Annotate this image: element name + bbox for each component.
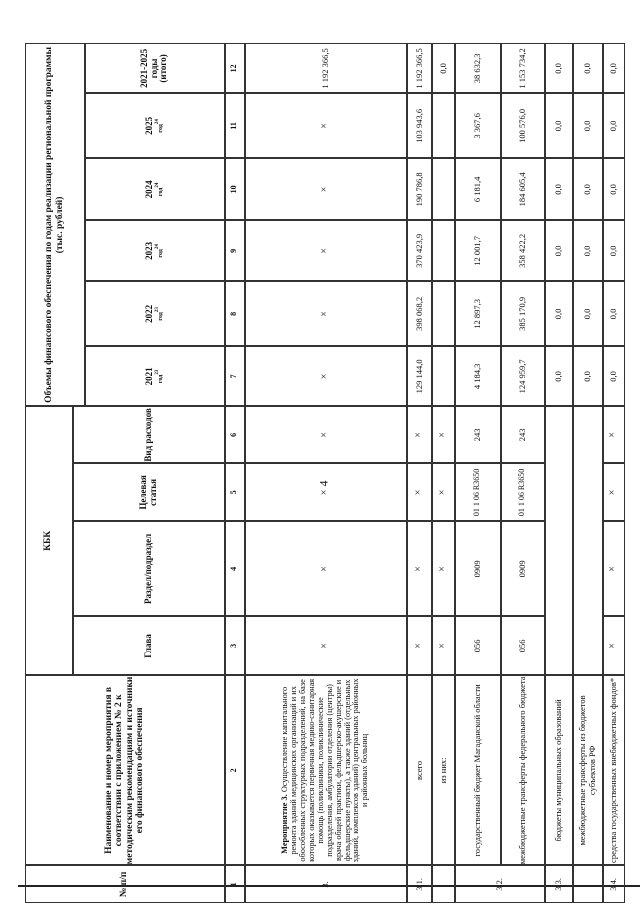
iz-y2021 xyxy=(432,346,455,406)
year-suffix: год xyxy=(157,187,164,197)
year-suffix: год xyxy=(157,374,164,384)
header-year-2021 xyxy=(85,346,225,406)
r31-y2021-text: 129 144,0 xyxy=(413,359,424,394)
r33-no-text: 3.3. xyxy=(553,878,564,891)
r31-y2021 xyxy=(407,346,432,406)
r32-total-a-text: 38 632,3 xyxy=(472,53,483,84)
r31-glava xyxy=(407,616,432,675)
r33-total-b-text: 0,0 xyxy=(582,63,593,74)
r33-kbk-b xyxy=(573,406,603,675)
index-2-text: 2 xyxy=(229,768,239,773)
r31-glava-text: × xyxy=(412,643,424,649)
r32-y2021-b xyxy=(501,346,545,406)
r31-vid-text: × xyxy=(412,432,424,438)
index-7-text: 7 xyxy=(229,374,239,379)
index-4 xyxy=(225,521,245,616)
r31-no xyxy=(407,865,432,903)
index-10-text: 10 xyxy=(229,185,239,194)
r32-y2024-b xyxy=(501,158,545,220)
header-volumes xyxy=(25,43,85,406)
header-glava-text: Глава xyxy=(142,634,153,658)
r33-total-a-text: 0,0 xyxy=(553,63,564,74)
index-1-text: 1 xyxy=(229,882,239,887)
m3-no-text: 3. xyxy=(320,881,331,888)
r34-y2024 xyxy=(603,158,625,220)
header-total xyxy=(85,43,225,93)
m3-glava-text: × xyxy=(319,643,331,649)
m3-y2025-text: × xyxy=(319,123,331,129)
iz-glava xyxy=(432,616,455,675)
r32-y2022-a xyxy=(455,281,501,346)
iz-glava-text: × xyxy=(436,643,448,649)
r32-razdel-b xyxy=(501,521,545,616)
r34-y2025-text: 0,0 xyxy=(608,120,619,132)
r33-y2024-a xyxy=(545,158,573,220)
year-suffix: год xyxy=(157,124,164,133)
r34-stat xyxy=(603,463,625,521)
r34-y2021-text: 0,0 xyxy=(608,371,619,382)
header-kbk-text: КБК xyxy=(43,530,54,551)
header-no xyxy=(25,865,225,903)
r32-name-b-text: межбюджетные трансферты федерального бюджета xyxy=(517,676,528,865)
r34-no-text: 3.4. xyxy=(608,878,619,891)
m3-y2023-text: × xyxy=(319,248,331,254)
index-6-text: 6 xyxy=(229,432,239,437)
r31-y2022-text: 398 068,2 xyxy=(413,296,424,331)
r34-glava xyxy=(603,616,625,675)
footnote-mark: 24 xyxy=(154,244,160,250)
index-8-text: 8 xyxy=(229,311,239,316)
header-name-text: Наименование и номер мероприятия в соответствии с приложением № 2 к методическим рекомендациям и источники его финансового обеспечения xyxy=(104,676,145,865)
index-5 xyxy=(225,463,245,521)
header-total-text: 2021-2025 годы (итого) xyxy=(139,48,169,88)
r32-total-b xyxy=(501,43,545,93)
r32-razdel-a xyxy=(455,521,501,616)
r32-stat-b xyxy=(501,463,545,521)
r34-y2023-text: 0,0 xyxy=(608,245,619,257)
r32-y2024-a xyxy=(455,158,501,220)
r33-y2023-a-text: 0,0 xyxy=(553,245,564,257)
r31-y2023 xyxy=(407,220,432,281)
header-vid-text: Вид расходов xyxy=(142,408,153,462)
iz-y2022 xyxy=(432,281,455,346)
footnote-mark: 24 xyxy=(154,182,160,188)
m3-y2021-text: × xyxy=(319,373,331,380)
header-year-2023 xyxy=(85,220,225,281)
r34-name xyxy=(603,675,625,865)
index-1 xyxy=(225,865,245,903)
r33-no xyxy=(545,865,573,903)
r33-y2025-b xyxy=(573,93,603,158)
r31-razdel-text: × xyxy=(412,566,424,572)
r31-razdel xyxy=(407,521,432,616)
r34-y2023 xyxy=(603,220,625,281)
m3-y2025 xyxy=(245,93,407,158)
index-4-text: 4 xyxy=(229,566,239,571)
m3-y2024 xyxy=(245,158,407,220)
r34-total xyxy=(603,43,625,93)
r32-vid-b xyxy=(501,406,545,463)
index-9-text: 9 xyxy=(229,248,239,253)
iz-vid xyxy=(432,406,455,463)
header-year-2022 xyxy=(85,281,225,346)
budget-table xyxy=(25,43,625,903)
r32-stat-a xyxy=(455,463,501,521)
iz-name-text: из них: xyxy=(437,757,448,784)
r31-y2025 xyxy=(407,93,432,158)
r34-no xyxy=(603,865,625,903)
index-3 xyxy=(225,616,245,675)
m3-y2021 xyxy=(245,346,407,406)
page-number: 4 xyxy=(316,480,331,487)
header-stat-text: Целевая статья xyxy=(137,475,158,510)
m3-no xyxy=(245,865,407,903)
r32-y2024-a-text: 6 181,4 xyxy=(472,176,483,203)
m3-name xyxy=(245,675,407,865)
r31-y2022 xyxy=(407,281,432,346)
r32-y2025-b xyxy=(501,93,545,158)
r32-name-a xyxy=(455,675,501,865)
r32-razdel-b-text: 0909 xyxy=(517,560,528,578)
r32-vid-a xyxy=(455,406,501,463)
r34-name-text: средства государственных внебюджетных фондов* xyxy=(608,677,619,863)
m3-razdel xyxy=(245,521,407,616)
r33-y2025-a-text: 0,0 xyxy=(553,120,564,132)
r32-stat-b-text: 01 1 06 R3650 xyxy=(517,468,527,517)
r31-name-text: всего xyxy=(413,760,424,780)
r32-razdel-a-text: 0909 xyxy=(472,560,483,578)
m3-stat-text: × xyxy=(319,489,331,496)
r34-vid xyxy=(603,406,625,463)
iz-razdel-text: × xyxy=(436,566,448,572)
r33-y2024-b xyxy=(573,158,603,220)
index-11-text: 11 xyxy=(229,122,239,130)
header-razdel xyxy=(73,521,225,616)
r33-y2021-b-text: 0,0 xyxy=(582,371,593,382)
r31-stat xyxy=(407,463,432,521)
iz-y2023 xyxy=(432,220,455,281)
r33-y2022-b xyxy=(573,281,603,346)
r32-name-b xyxy=(501,675,545,865)
r32-y2023-b xyxy=(501,220,545,281)
r33-total-b xyxy=(573,43,603,93)
index-3-text: 3 xyxy=(229,643,239,648)
r34-glava-text: × xyxy=(607,643,619,649)
index-6 xyxy=(225,406,245,463)
iz-stat xyxy=(432,463,455,521)
r32-glava-a-text: 056 xyxy=(472,639,483,653)
index-10 xyxy=(225,158,245,220)
m3-title: Мероприятие 3. xyxy=(279,794,289,854)
r31-name xyxy=(407,675,432,865)
r33-total-a xyxy=(545,43,573,93)
r31-total-text: 1 192 366,5 xyxy=(413,48,424,89)
r31-y2024 xyxy=(407,158,432,220)
r32-y2022-b xyxy=(501,281,545,346)
year-label: 2024 xyxy=(143,180,154,199)
iz-vid-text: × xyxy=(436,432,448,438)
r32-y2025-a-text: 3 367,6 xyxy=(472,113,483,139)
iz-total-text: 0,0 xyxy=(437,63,448,74)
r33-y2021-b xyxy=(573,346,603,406)
r34-y2025 xyxy=(603,93,625,158)
m3-stat xyxy=(245,463,407,521)
index-7 xyxy=(225,346,245,406)
r33-name-b xyxy=(573,675,603,865)
r33-kbk-a xyxy=(545,406,573,675)
r32-y2023-a xyxy=(455,220,501,281)
r32-y2022-a-text: 12 897,3 xyxy=(472,299,483,329)
r34-vid-text: × xyxy=(607,432,619,438)
iz-razdel xyxy=(432,521,455,616)
m3-vid xyxy=(245,406,407,463)
m3-razdel-text: × xyxy=(319,566,331,572)
r33-y2025-b-text: 0,0 xyxy=(582,120,593,132)
index-9 xyxy=(225,220,245,281)
m3-y2022-text: × xyxy=(319,311,331,317)
r33-no-b xyxy=(573,865,603,903)
index-11 xyxy=(225,93,245,158)
year-label: 2022 xyxy=(143,304,154,323)
r32-y2023-b-text: 358 422,2 xyxy=(517,233,528,268)
m3-y2022 xyxy=(245,281,407,346)
r33-y2024-b-text: 0,0 xyxy=(582,184,593,195)
year-suffix: год xyxy=(157,249,164,258)
m3-total xyxy=(245,43,407,93)
r32-no xyxy=(455,865,545,903)
header-kbk xyxy=(25,406,73,675)
r34-razdel xyxy=(603,521,625,616)
r33-y2024-a-text: 0,0 xyxy=(553,184,564,195)
r32-y2025-a xyxy=(455,93,501,158)
r31-total xyxy=(407,43,432,93)
year-suffix: год xyxy=(157,312,164,321)
r31-no-text: 3.1. xyxy=(413,878,424,891)
footnote-mark: 23 xyxy=(154,307,160,313)
m3-total-text: 1 192 366,5 xyxy=(320,48,331,89)
r33-name-a xyxy=(545,675,573,865)
r34-razdel-text: × xyxy=(607,566,619,572)
m3-glava xyxy=(245,616,407,675)
iz-name xyxy=(432,675,455,865)
r32-y2023-a-text: 12 001,7 xyxy=(472,236,483,266)
index-5-text: 5 xyxy=(229,490,239,495)
header-stat xyxy=(73,463,225,521)
r31-stat-text: × xyxy=(412,489,424,496)
m3-vid-text: × xyxy=(319,432,331,438)
year-label: 2025 xyxy=(143,116,154,135)
r32-y2025-b-text: 100 576,0 xyxy=(517,108,528,143)
header-name xyxy=(25,675,225,865)
index-12-text: 12 xyxy=(229,64,239,73)
r32-total-b-text: 1 153 734,2 xyxy=(517,48,528,89)
header-glava xyxy=(73,616,225,675)
r34-y2022 xyxy=(603,281,625,346)
header-vid xyxy=(73,406,225,463)
index-12 xyxy=(225,43,245,93)
r32-y2021-a-text: 4 184,3 xyxy=(472,363,483,390)
r33-y2021-a-text: 0,0 xyxy=(553,371,564,382)
r33-y2023-b xyxy=(573,220,603,281)
r31-vid xyxy=(407,406,432,463)
r32-y2024-b-text: 184 605,4 xyxy=(517,172,528,207)
r32-glava-b-text: 056 xyxy=(517,639,528,653)
index-2 xyxy=(225,675,245,865)
r32-vid-a-text: 243 xyxy=(472,428,483,442)
header-no-text: № п/п xyxy=(119,871,130,898)
iz-stat-text: × xyxy=(436,489,448,496)
footnote-mark: 23 xyxy=(154,369,160,375)
r34-y2022-text: 0,0 xyxy=(608,308,619,320)
r32-glava-b xyxy=(501,616,545,675)
iz-y2025 xyxy=(432,93,455,158)
r32-y2021-a xyxy=(455,346,501,406)
r34-total-text: 0,0 xyxy=(608,63,619,74)
year-label: 2023 xyxy=(143,241,154,260)
m3-description: Осуществление капитального ремонта зданий медицинских организаций и их обособленных структурных подразделений, на базе которых оказывается первичная медико-санитарная помощь (поликлиники, поликлинические подразделения, амбулатории отделения (центры) врача общей практики, фельдшерско-акушерские и фельдшерские пункты), а также зданий (отдельных зданий, комплексов зданий) центральных районных и районных больниц xyxy=(279,678,370,863)
r32-total-a xyxy=(455,43,501,93)
r32-vid-b-text: 243 xyxy=(517,428,528,442)
r32-y2022-b-text: 385 170,9 xyxy=(517,296,528,331)
r33-y2025-a xyxy=(545,93,573,158)
iz-y2024 xyxy=(432,158,455,220)
r32-no-text: 3.2. xyxy=(494,878,505,891)
r34-stat-text: × xyxy=(607,489,619,496)
header-volumes-text: Объемы финансового обеспечения по годам реализации региональной программы (тыс. рублей) xyxy=(44,46,65,403)
r32-stat-a-text: 01 1 06 R3650 xyxy=(472,468,482,517)
r32-name-a-text: государственный бюджет Магаданской области xyxy=(472,684,483,857)
r31-y2023-text: 370 423,9 xyxy=(413,233,424,268)
m3-y2024-text: × xyxy=(319,186,331,193)
r34-y2021 xyxy=(603,346,625,406)
r33-y2022-a xyxy=(545,281,573,346)
r34-y2024-text: 0,0 xyxy=(608,184,619,195)
r33-name-b-text: межбюджетные трансферты из бюджетов субъектов РФ xyxy=(577,695,597,846)
iz-total xyxy=(432,43,455,93)
r33-y2022-b-text: 0,0 xyxy=(582,308,593,320)
r33-y2023-b-text: 0,0 xyxy=(582,245,593,257)
r32-glava-a xyxy=(455,616,501,675)
header-year-2025 xyxy=(85,93,225,158)
footnote-mark: 24 xyxy=(154,119,160,125)
iz-no xyxy=(432,865,455,903)
year-label: 2021 xyxy=(143,367,154,386)
r33-y2022-a-text: 0,0 xyxy=(553,308,564,320)
r31-y2024-text: 190 786,8 xyxy=(413,172,424,207)
m3-y2023 xyxy=(245,220,407,281)
r33-y2023-a xyxy=(545,220,573,281)
header-razdel-text: Раздел/подраздел xyxy=(142,533,153,604)
r33-y2021-a xyxy=(545,346,573,406)
r31-y2025-text: 103 943,6 xyxy=(413,108,424,143)
r33-name-a-text: бюджеты муниципальных образований xyxy=(553,699,564,842)
r32-y2021-b-text: 124 959,7 xyxy=(517,359,528,394)
index-8 xyxy=(225,281,245,346)
header-year-2024 xyxy=(85,158,225,220)
